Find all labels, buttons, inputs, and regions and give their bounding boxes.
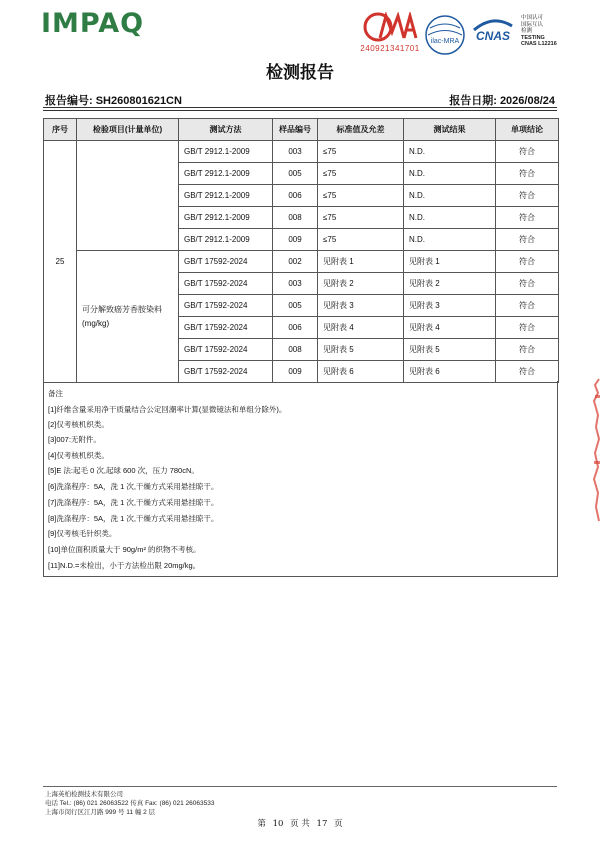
note-line: [9]仅考核毛针织类。 <box>48 529 117 538</box>
test-method: GB/T 17592-2024 <box>179 339 273 361</box>
page-suffix: 页 <box>334 819 343 829</box>
test-result: 见附表 6 <box>404 361 496 383</box>
cma-certification <box>358 12 420 56</box>
test-item-label: 可分解致癌芳香胺染料 <box>82 304 162 314</box>
sample-id: 006 <box>273 317 318 339</box>
col-header-sample: 样品编号 <box>273 119 318 141</box>
notes-title: 备注 <box>48 389 63 398</box>
test-result: 见附表 1 <box>404 251 496 273</box>
item-name-empty <box>77 141 179 251</box>
standard-value: ≤75 <box>318 229 404 251</box>
test-method: GB/T 2912.1-2009 <box>179 163 273 185</box>
notes-section <box>43 381 558 577</box>
sample-id: 003 <box>273 273 318 295</box>
page-prefix: 第 <box>257 819 266 829</box>
conclusion: 符合 <box>496 141 559 163</box>
col-header-item: 检验项目(计量单位) <box>77 119 179 141</box>
sample-id: 008 <box>273 207 318 229</box>
note-line: [5]E 法:起毛 0 次,起球 600 次，压力 780cN。 <box>48 466 199 475</box>
sample-id: 003 <box>273 141 318 163</box>
test-result: 见附表 4 <box>404 317 496 339</box>
note-line: [3]007:无附件。 <box>48 435 101 444</box>
standard-value: 见附表 2 <box>318 273 404 295</box>
test-result: 见附表 3 <box>404 295 496 317</box>
standard-value: 见附表 3 <box>318 295 404 317</box>
cnas-accreditation-text <box>521 15 581 48</box>
col-header-method: 测试方法 <box>179 119 273 141</box>
standard-value: ≤75 <box>318 207 404 229</box>
report-title: 检测报告 <box>266 63 334 83</box>
page-middle: 页 共 <box>290 819 310 829</box>
sample-id: 002 <box>273 251 318 273</box>
test-method: GB/T 17592-2024 <box>179 361 273 383</box>
standard-value: ≤75 <box>318 185 404 207</box>
table-header-row <box>44 119 559 141</box>
sample-id: 005 <box>273 163 318 185</box>
conclusion: 符合 <box>496 339 559 361</box>
standard-value: 见附表 5 <box>318 339 404 361</box>
test-method: GB/T 17592-2024 <box>179 273 273 295</box>
note-line: [1]纤维含量采用净干质量结合公定回潮率计算(显微镜法和单组分除外)。 <box>48 405 287 414</box>
svg-text:CNAS: CNAS <box>475 29 511 43</box>
conclusion: 符合 <box>496 163 559 185</box>
note-line: [2]仅考核机织类。 <box>48 420 109 429</box>
test-method: GB/T 17592-2024 <box>179 295 273 317</box>
conclusion: 符合 <box>496 185 559 207</box>
sample-id: 009 <box>273 229 318 251</box>
cert-text-line: 检测 <box>521 28 533 34</box>
col-header-no: 序号 <box>44 119 77 141</box>
conclusion: 符合 <box>496 229 559 251</box>
table-row <box>44 141 559 163</box>
conclusion: 符合 <box>496 361 559 383</box>
conclusion: 符合 <box>496 207 559 229</box>
test-result: N.D. <box>404 163 496 185</box>
note-line: [11]N.D.=未检出，小于方法检出限 20mg/kg。 <box>48 561 201 570</box>
test-method: GB/T 2912.1-2009 <box>179 141 273 163</box>
test-method: GB/T 2912.1-2009 <box>179 229 273 251</box>
test-result: 见附表 5 <box>404 339 496 361</box>
page-number <box>0 817 600 829</box>
cma-logo-icon <box>362 12 418 42</box>
conclusion: 符合 <box>496 251 559 273</box>
test-result: N.D. <box>404 229 496 251</box>
test-result: 见附表 2 <box>404 273 496 295</box>
report-number: 报告编号: SH260801621CN <box>45 95 182 107</box>
note-line: [6]洗涤程序：5A，洗 1 次,干燥方式采用悬挂晾干。 <box>48 482 219 491</box>
conclusion: 符合 <box>496 295 559 317</box>
svg-text:ilac-MRA: ilac-MRA <box>430 38 460 45</box>
item-number: 25 <box>44 141 77 383</box>
test-item-name <box>77 251 179 383</box>
standard-value: 见附表 1 <box>318 251 404 273</box>
col-header-standard: 标准值及允差 <box>318 119 404 141</box>
page-current: 10 <box>272 819 284 829</box>
sample-id: 006 <box>273 185 318 207</box>
sample-id: 005 <box>273 295 318 317</box>
cert-text-line: 国际互认 <box>521 21 544 28</box>
cert-text-line: 中国认可 <box>521 15 544 21</box>
cert-text-line: CNAS L12216 <box>521 41 557 47</box>
header-divider <box>43 107 557 108</box>
cnas-logo-icon <box>470 16 516 46</box>
company-logo: IMPAQ <box>41 8 145 39</box>
header-divider <box>43 110 557 111</box>
conclusion: 符合 <box>496 317 559 339</box>
test-result: N.D. <box>404 141 496 163</box>
test-method: GB/T 2912.1-2009 <box>179 185 273 207</box>
standard-value: 见附表 6 <box>318 361 404 383</box>
test-method: GB/T 2912.1-2009 <box>179 207 273 229</box>
test-item-unit: (mg/kg) <box>82 318 110 328</box>
report-date: 报告日期: 2026/08/24 <box>449 95 555 107</box>
table-row <box>44 251 559 273</box>
sample-id: 008 <box>273 339 318 361</box>
standard-value: ≤75 <box>318 141 404 163</box>
footer-company: 上海英柏检测技术有限公司 <box>45 791 123 798</box>
footer-address: 上海市闵行区江月路 999 号 11 幢 2 层 <box>45 809 156 816</box>
test-method: GB/T 17592-2024 <box>179 251 273 273</box>
ilac-mra-icon <box>424 14 466 56</box>
cma-number: 240921341701 <box>360 44 420 53</box>
standard-value: 见附表 4 <box>318 317 404 339</box>
sample-id: 009 <box>273 361 318 383</box>
col-header-result: 测试结果 <box>404 119 496 141</box>
col-header-conclusion: 单项结论 <box>496 119 559 141</box>
note-line: [7]洗涤程序：5A，洗 1 次,干燥方式采用悬挂晾干。 <box>48 498 219 507</box>
note-line: [8]洗涤程序：5A，洗 1 次,干燥方式采用悬挂晾干。 <box>48 514 219 523</box>
cert-text-line: TESTING <box>521 34 545 41</box>
page-total: 17 <box>316 819 328 829</box>
footer-contact: 电话 Tel.: (86) 021 26063522 传真 Fax: (86) 021 26063533 <box>45 800 215 807</box>
note-line: [10]单位面积质量大于 90g/m² 的织物不考核。 <box>48 545 201 554</box>
results-table <box>43 118 559 383</box>
footer-divider <box>43 786 557 787</box>
note-line: [4]仅考核机织类。 <box>48 451 109 460</box>
test-method: GB/T 17592-2024 <box>179 317 273 339</box>
conclusion: 符合 <box>496 273 559 295</box>
standard-value: ≤75 <box>318 163 404 185</box>
test-result: N.D. <box>404 185 496 207</box>
report-header <box>0 0 600 60</box>
seal-stamp-icon <box>592 375 600 525</box>
test-result: N.D. <box>404 207 496 229</box>
